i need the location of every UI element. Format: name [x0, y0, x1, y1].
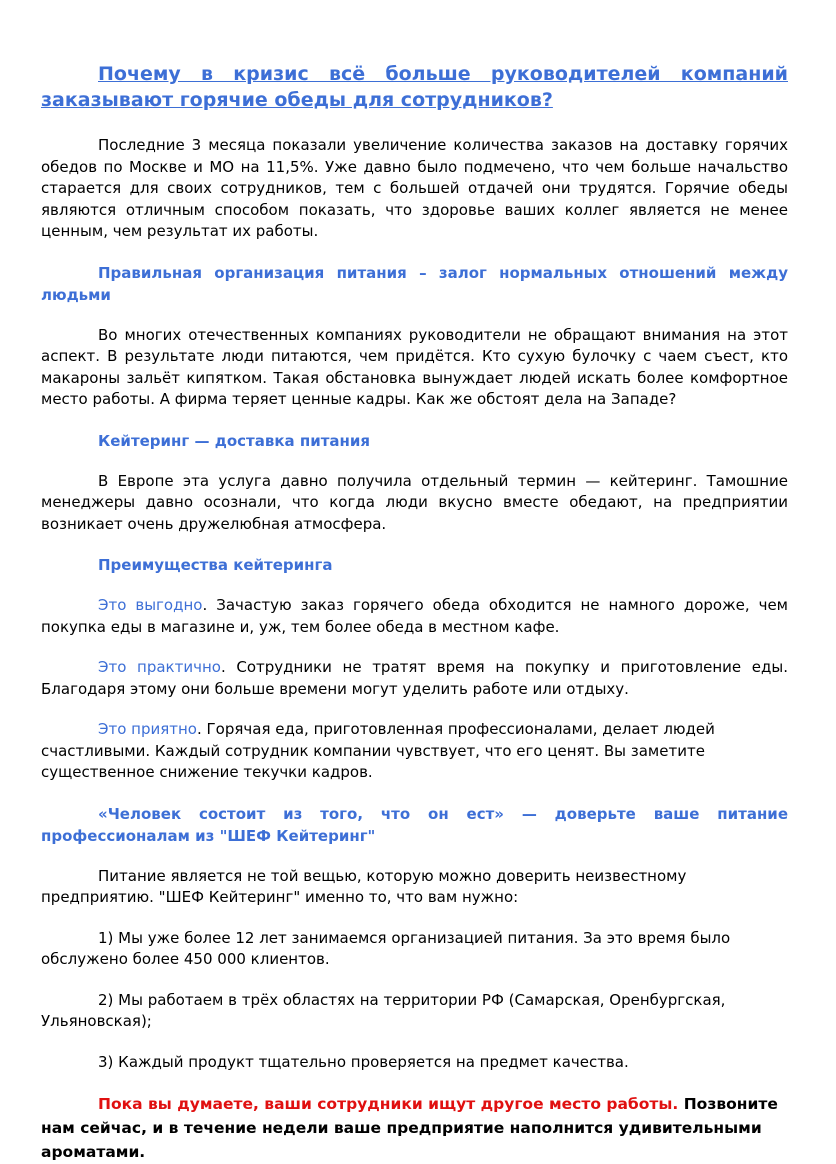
section-heading-organization: Правильная организация питания – залог нормальных отношений между людьми	[41, 263, 788, 304]
advantage-lead: Это выгодно	[98, 596, 203, 614]
cta-call: Позвоните нам сейчас, и в течение недели ваше предприятие наполнится удивительными ароматами.	[41, 1095, 778, 1161]
advantage-text: . Горячая еда, приготовленная профессионалами, делает людей счастливыми. Каждый сотрудник компании чувствует, что его ценят. Вы заметите существенное снижение текучки кадров.	[41, 720, 715, 781]
chef-catering-paragraph: Питание является не той вещью, которую можно доверить неизвестному предприятию. "ШЕФ Кейтеринг" именно то, что вам нужно:	[41, 866, 687, 906]
section-heading-catering: Кейтеринг — доставка питания	[98, 431, 371, 450]
call-to-action	[41, 1092, 788, 1164]
catering-paragraph: В Европе эта услуга давно получила отдельный термин — кейтеринг. Тамошние менеджеры давно осознали, что когда люди вкусно вместе обедают, на предприятии возникает очень дружелюбная атмосфера.	[41, 471, 788, 533]
organization-paragraph: Во многих отечественных компаниях руководители не обращают внимания на этот аспект. В результате люди питаются, чем придётся. Кто сухую булочку с чаем съест, кто макароны зальёт кипятком. Такая обстановка вынуждает людей искать более комфортное место работы. А фирма теряет ценные кадры. Как же обстоят дела на Западе?	[41, 325, 788, 408]
section-heading-chef-catering: «Человек состоит из того, что он ест» — доверьте ваше питание профессионалам из "ШЕФ Кейтеринг"	[41, 804, 788, 845]
point-quality: 3) Каждый продукт тщательно проверяется на предмет качества.	[98, 1052, 629, 1071]
advantage-lead: Это приятно	[98, 720, 197, 738]
document-title: Почему в кризис всё больше руководителей компаний заказывают горячие обеды для сотрудников?	[41, 63, 788, 111]
cta-warning: Пока вы думаете, ваши сотрудники ищут другое место работы.	[98, 1095, 679, 1113]
advantage-lead: Это практично	[98, 658, 221, 676]
advantage-text: . Зачастую заказ горячего обеда обходится не намного дороже, чем покупка еды в магазине и, уж, тем более обеда в местном кафе.	[41, 596, 788, 636]
section-heading-advantages: Преимущества кейтеринга	[98, 556, 333, 574]
advantage-item-pleasant	[41, 719, 788, 784]
advantage-item-practical	[41, 657, 788, 700]
intro-paragraph: Последние 3 месяца показали увеличение количества заказов на доставку горячих обедов по Москве и МО на 11,5%. Уже давно было подмечено, что чем больше начальство старается для своих сотрудников, тем с большей отдачей они трудятся. Горячие обеды являются отличным способом показать, что здоровье ваших коллег является не менее ценным, чем результат их работы.	[41, 136, 788, 240]
advantage-text: . Сотрудники не тратят время на покупку и приготовление еды. Благодаря этому они больше времени могут уделить работе или отдыху.	[41, 658, 789, 698]
point-experience: 1) Мы уже более 12 лет занимаемся организацией питания. За это время было обслужено более 450 000 клиентов.	[41, 928, 731, 968]
point-regions: 2) Мы работаем в трёх областях на территории РФ (Самарская, Оренбургская, Ульяновская);	[41, 990, 726, 1030]
advantage-item-profitable	[41, 595, 788, 638]
